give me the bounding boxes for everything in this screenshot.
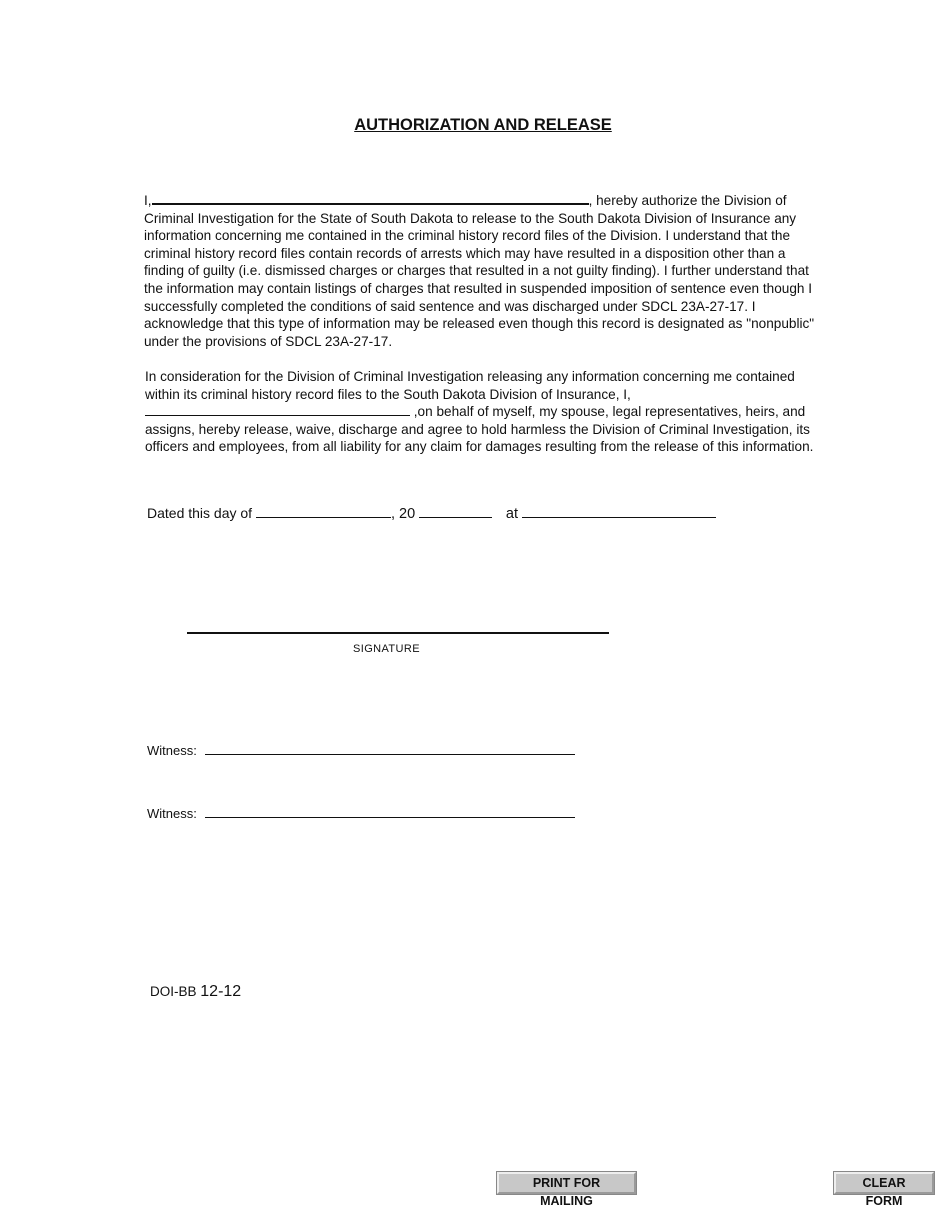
release-intro: In consideration for the Division of Criminal Investigation releasing any information concerning me contained within its criminal history record files to the South Dakota Division of Insurance, I, [145,369,795,402]
clear-form-button[interactable]: CLEAR FORM [834,1172,934,1194]
authorization-paragraph [144,192,816,350]
witness-label-1: Witness: [147,743,197,758]
at-label: at [505,506,519,522]
release-text: ,on behalf of myself, my spouse, legal representatives, heirs, and assigns, hereby release, waive, discharge and agree to hold harmless the Division of Criminal Investigation, its officers and employees, from all liability for any claim for damages resulting from the release of this information. [145,404,814,455]
witness-label-2: Witness: [147,806,197,821]
name-field-2[interactable] [145,415,410,416]
dated-row [147,505,716,522]
date-day-field[interactable] [256,517,391,518]
form-code [150,983,241,1001]
witness-field-1[interactable] [205,754,575,755]
signature-line[interactable] [187,632,609,634]
witness-row-1 [147,743,575,758]
name-field-1[interactable] [152,203,589,205]
form-code-revision: 12-12 [200,983,242,1000]
document-title: AUTHORIZATION AND RELEASE [354,116,612,134]
release-paragraph [145,368,815,456]
witness-field-2[interactable] [205,817,575,818]
authorization-prefix: I, [144,193,152,208]
location-field[interactable] [522,517,716,518]
signature-label: SIGNATURE [353,643,420,655]
year-field[interactable] [419,517,492,518]
witness-row-2 [147,806,575,821]
authorization-text: , hereby authorize the Division of Criminal Investigation for the State of South Dakota to release to the South Dakota Division of Insurance any information concerning me contained in the criminal history record files of the Division. I understand that the criminal history record files contain records of arrests which may have resulted in a disposition other than a finding of guilty (i.e. dismissed charges or charges that resulted in a not guilty finding). I further understand that the information may contain listings of charges that resulted in suspended imposition of sentence even though I successfully completed the conditions of said sentence and was discharged under SDCL 23A-27-17. I acknowledge that this type of information may be released even though this record is designated as "nonpublic" under the provisions of SDCL 23A-27-17. [144,193,815,349]
year-prefix: , 20 [390,506,416,522]
print-for-mailing-button[interactable]: PRINT FOR MAILING [497,1172,636,1194]
dated-label: Dated this day of [147,505,253,521]
form-code-id: DOI-BB [150,984,197,999]
